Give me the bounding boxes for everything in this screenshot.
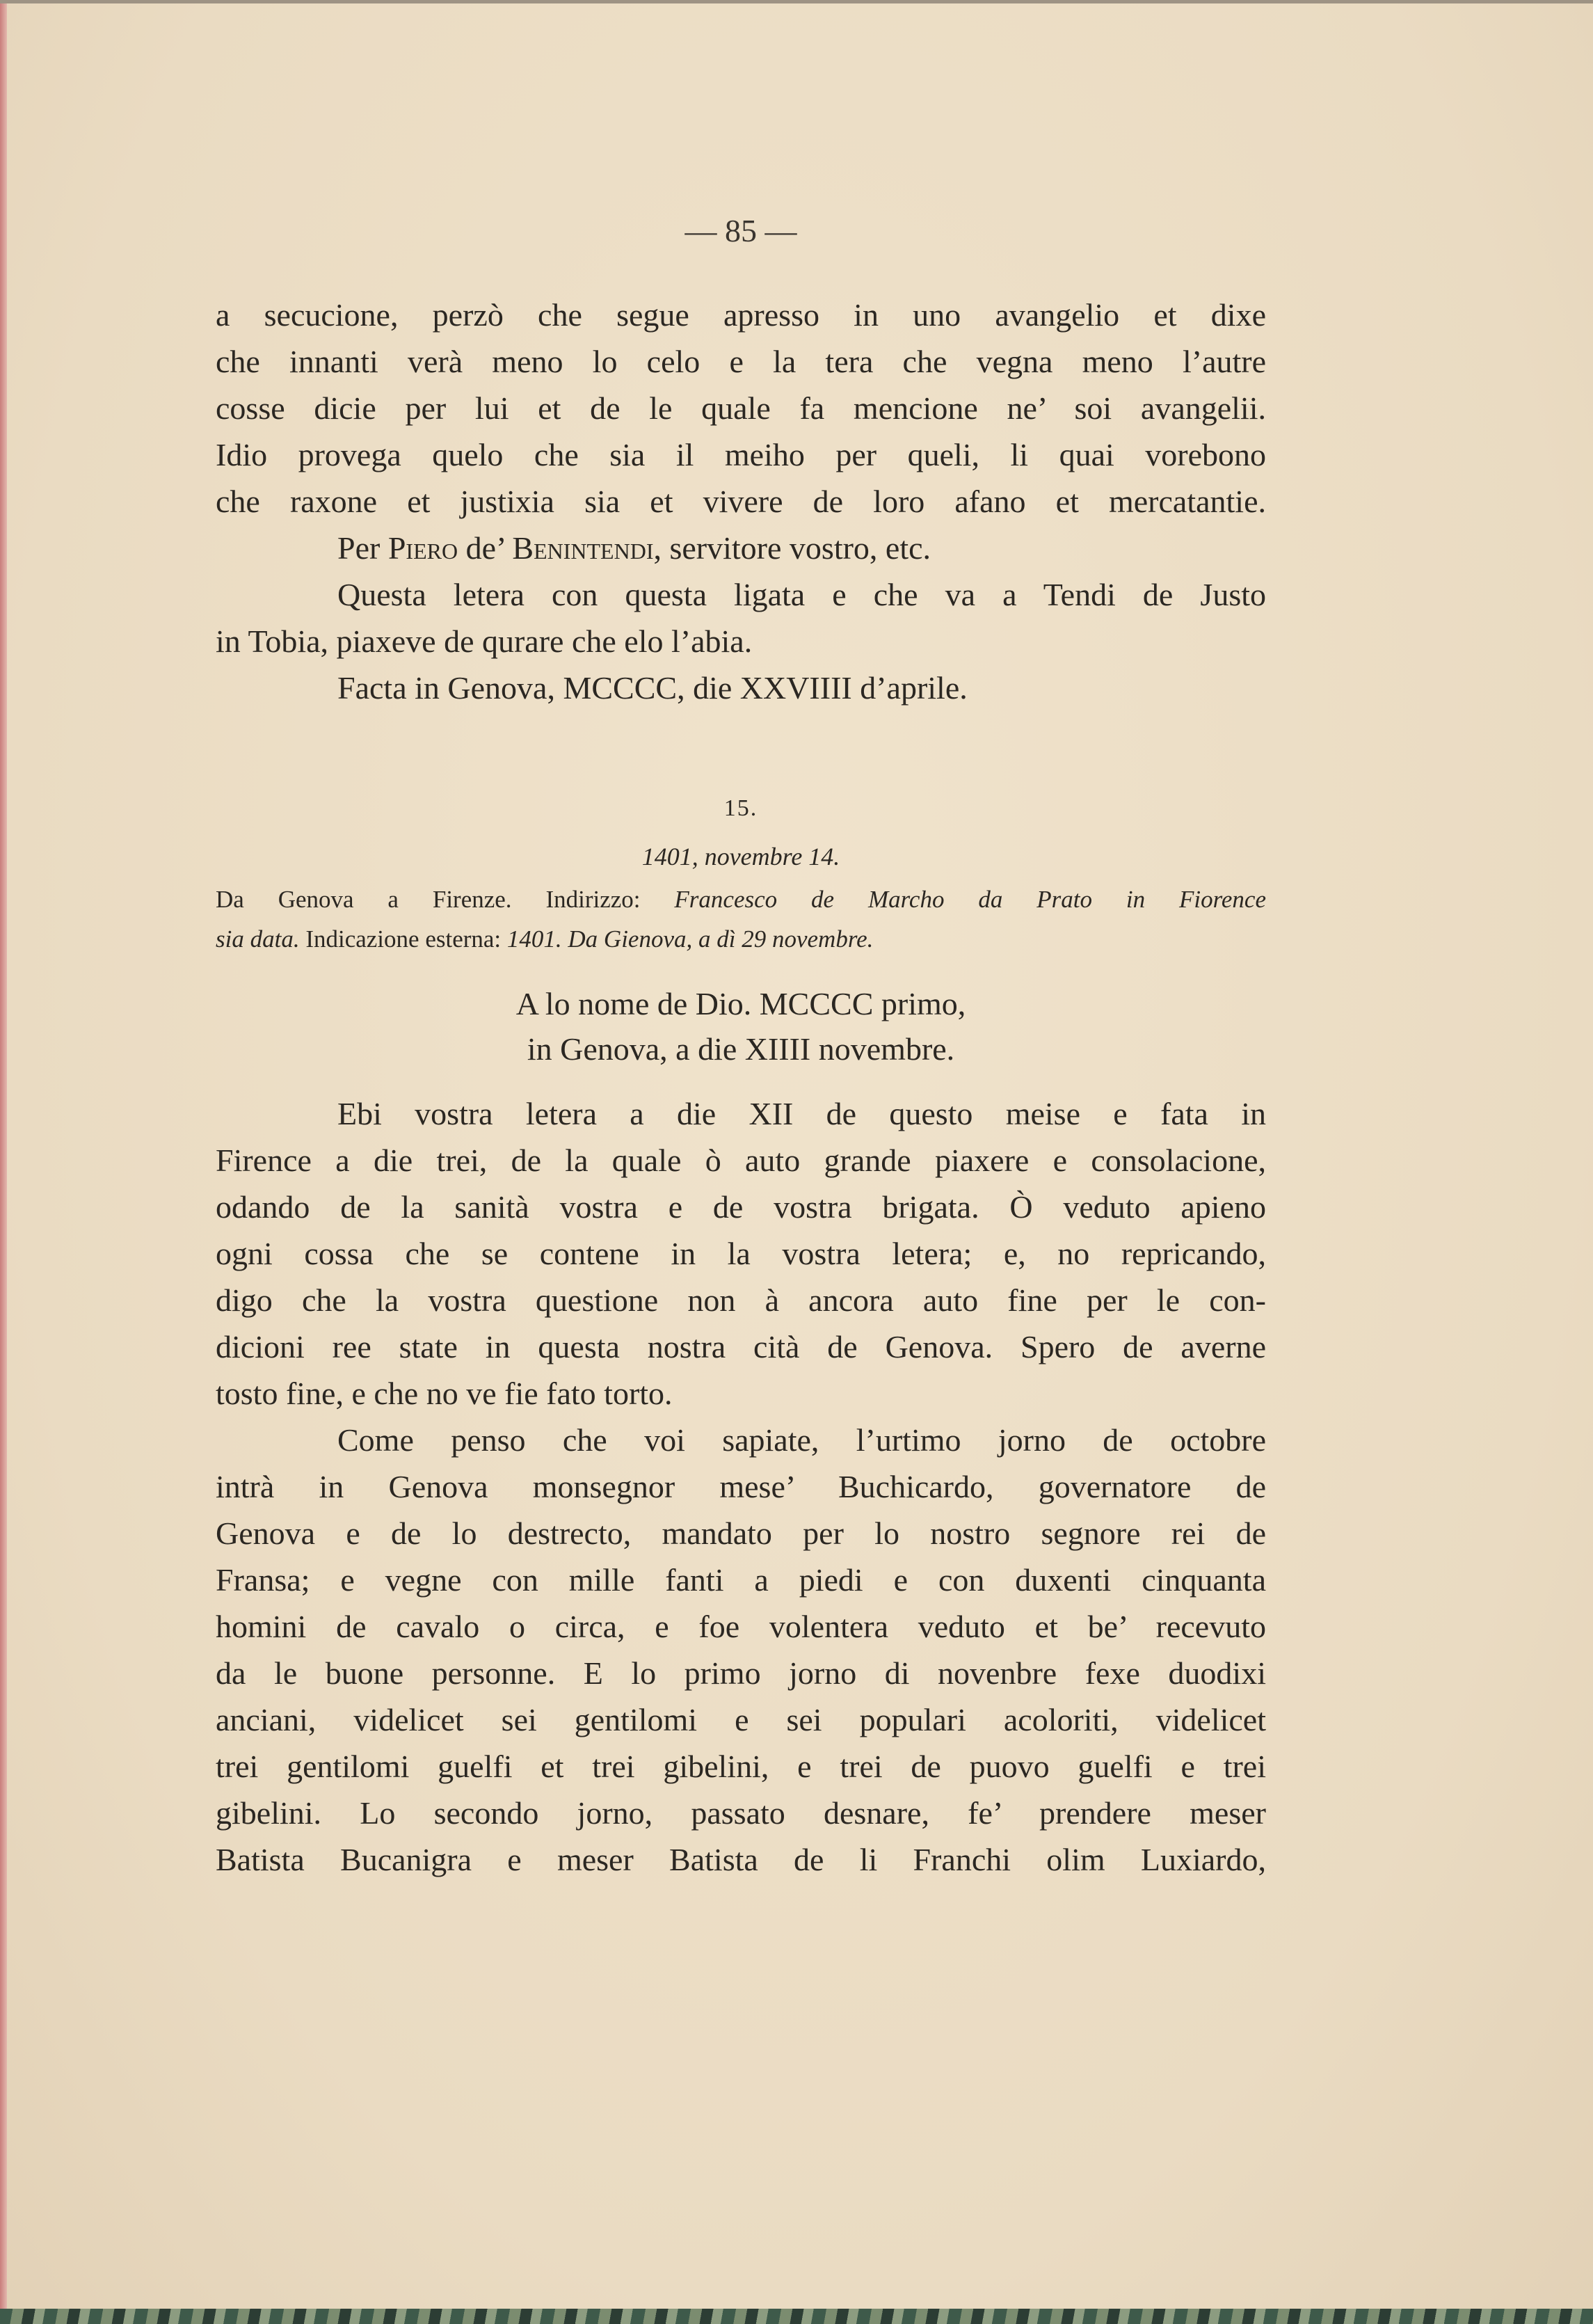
text-line: digo che la vostra questione non à ancora auto fine per le con- (216, 1282, 1266, 1318)
text-line: Firence a die trei, de la quale ò auto grande piaxere e consolacione, (216, 1143, 1266, 1178)
text-line: anciani, videlicet sei gentilomi e sei populari acoloriti, videlicet (216, 1702, 1266, 1737)
text-line: Come penso che voi sapiate, l’urtimo jorno de octobre (337, 1422, 1266, 1458)
note-external: 1401. Da Gienova, a dì 29 novembre. (506, 925, 874, 953)
text-line: intrà in Genova monsegnor mese’ Buchicardo, governatore de (216, 1469, 1266, 1504)
signature-line (216, 532, 1266, 564)
signature-name-first: Piero (387, 530, 458, 566)
text-line: a secucione, perzò che segue apresso in uno avangelio et dixe (216, 297, 1266, 333)
binding-strip (0, 2309, 1593, 2324)
text-line: trei gentilomi guelfi et trei gibelini, e trei de puovo guelfi e trei (216, 1749, 1266, 1784)
text-line: Fransa; e vegne con mille fanti a piedi e con duxenti cinquanta (216, 1562, 1266, 1598)
letter-heading-line: in Genova, a die XIIII novembre. (527, 1031, 955, 1067)
signature-suffix: , servitore vostro, etc. (653, 530, 931, 566)
archival-note-line (216, 886, 1266, 914)
page-edge-left (0, 0, 7, 2324)
note-address-end: sia data. (216, 925, 300, 953)
text-line: gibelini. Lo secondo jorno, passato desnare, fe’ prendere meser (216, 1795, 1266, 1831)
text-line: Idio provega quelo che sia il meiho per queli, li quai vorebono (216, 437, 1266, 472)
text-line: Batista Bucanigra e meser Batista de li Franchi olim Luxiardo, (216, 1842, 1266, 1877)
archival-note-line (216, 925, 1266, 953)
text-line: ogni cossa che se contene in la vostra letera; e, no repricando, (216, 1236, 1266, 1271)
text-line: dicioni ree state in questa nostra cità de Genova. Spero de averne (216, 1329, 1266, 1364)
postscript-line: in Tobia, piaxeve de qurare che elo l’abia. (216, 623, 753, 659)
text-line: homini de cavalo o circa, e foe volentera veduto et be’ recevuto (216, 1609, 1266, 1644)
page-number: — 85 — (685, 213, 797, 248)
letter-date: 1401, novembre 14. (641, 843, 840, 870)
signature-middle: de’ (458, 530, 513, 566)
facta-line: Facta in Genova, MCCCC, die XXVIIII d’aprile. (337, 670, 968, 706)
text-line: tosto fine, e che no ve fie fato torto. (216, 1376, 673, 1411)
note-text: Da Genova a Firenze. Indirizzo: (216, 886, 675, 913)
letter-number: 15. (723, 795, 758, 821)
text-line: cosse dicie per lui et de le quale fa mencione ne’ soi avangelii. (216, 390, 1266, 426)
text-line: Genova e de lo destrecto, mandato per lo nostro segnore rei de (216, 1515, 1266, 1551)
letter-heading-line: A lo nome de Dio. MCCCC primo, (515, 986, 966, 1021)
page-edge-top (0, 0, 1593, 3)
text-line: da le buone personne. E lo primo jorno di novenbre fexe duodixi (216, 1655, 1266, 1691)
signature-prefix: Per (337, 530, 388, 566)
note-address: Francesco de Marcho da Prato in Fiorence (674, 886, 1266, 913)
text-line: odando de la sanità vostra e de vostra brigata. Ò veduto apieno (216, 1189, 1266, 1225)
text-line: che raxone et justixia sia et vivere de loro afano et mercatantie. (216, 484, 1266, 519)
note-text: Indicazione esterna: (299, 925, 507, 953)
postscript-line: Questa letera con questa ligata e che va a Tendi de Justo (337, 577, 1266, 612)
text-line: che innanti verà meno lo celo e la tera che vegna meno l’autre (216, 344, 1266, 379)
signature-name-last: Benintendi (512, 530, 654, 566)
text-line: Ebi vostra letera a die XII de questo meise e fata in (337, 1096, 1266, 1131)
